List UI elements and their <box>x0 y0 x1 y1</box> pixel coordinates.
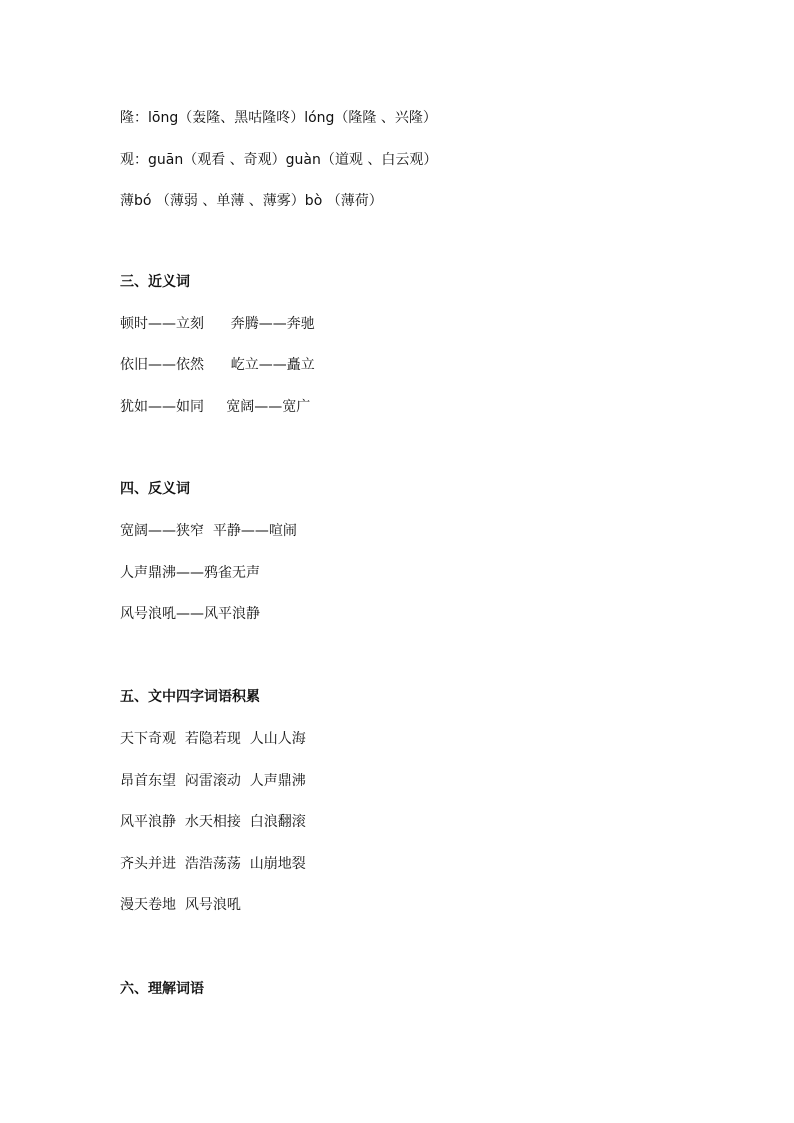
idiom-line: 齐头并进 浩浩荡荡 山崩地裂 <box>120 856 306 872</box>
antonym-line: 宽阔——狭窄 平静——喧闹 <box>120 523 297 539</box>
section-heading-antonyms: 四、反义词 <box>120 481 190 497</box>
section-heading-understanding: 六、理解词语 <box>120 981 204 997</box>
antonym-line: 风号浪吼——风平浪静 <box>120 606 260 622</box>
section-heading-idioms: 五、文中四字词语积累 <box>120 689 260 705</box>
polyphone-line-long: 隆：lōng（轰隆、黑咕隆咚）lóng（隆隆 、兴隆） <box>120 110 437 126</box>
synonym-line: 犹如——如同 宽阔——宽广 <box>120 399 311 415</box>
polyphone-line-bo: 薄bó （薄弱 、单薄 、薄雾）bò （薄荷） <box>120 193 383 209</box>
antonym-line: 人声鼎沸——鸦雀无声 <box>120 565 260 581</box>
section-heading-synonyms: 三、近义词 <box>120 274 190 290</box>
idiom-line: 漫天卷地 风号浪吼 <box>120 897 241 913</box>
idiom-line: 天下奇观 若隐若现 人山人海 <box>120 731 306 747</box>
idiom-line: 昂首东望 闷雷滚动 人声鼎沸 <box>120 773 306 789</box>
synonym-line: 顿时——立刻 奔腾——奔驰 <box>120 316 315 332</box>
synonym-line: 依旧——依然 屹立——矗立 <box>120 357 315 373</box>
idiom-line: 风平浪静 水天相接 白浪翻滚 <box>120 814 306 830</box>
polyphone-line-guan: 观：guān（观看 、奇观）guàn（道观 、白云观） <box>120 152 438 168</box>
